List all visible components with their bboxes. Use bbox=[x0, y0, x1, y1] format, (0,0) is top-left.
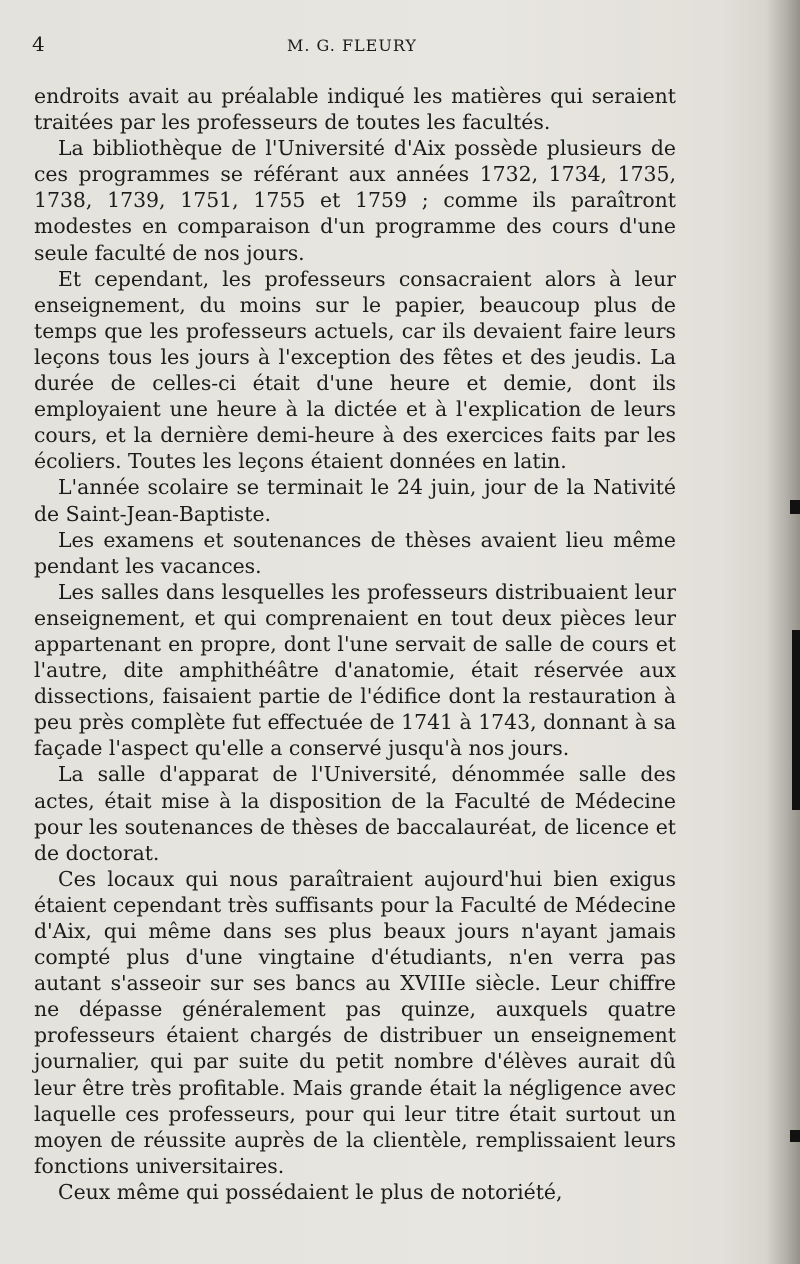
paragraph: Ceux même qui possédaient le plus de notoriété, bbox=[58, 1179, 563, 1204]
edge-mark bbox=[792, 630, 800, 810]
running-head: M. G. FLEURY bbox=[287, 36, 417, 55]
paragraph: Les examens et soutenances de thèses avaient lieu même pendant les vacances. bbox=[34, 527, 676, 578]
edge-mark bbox=[790, 1130, 800, 1142]
paragraph: L'année scolaire se terminait le 24 juin, jour de la Nativité de Saint-Jean-Baptiste. bbox=[34, 475, 676, 526]
edge-mark bbox=[790, 500, 800, 514]
paragraph: endroits avait au préalable indiqué les matières qui seraient traitées par les professeurs de toutes les facultés. bbox=[34, 84, 676, 135]
paragraph: Les salles dans lesquelles les professeurs distribuaient leur enseignement, et qui comprenaient en tout deux pièces leur appartenant en propre, dont l'une servait de salle de cours et l'autre, dite amphithéâtre d'anatomie, était réservée aux dissections, faisaient partie de l'édifice dont la restauration à peu près complète fut effectuée de 1741 à 1743, donnant à sa façade l'aspect qu'elle a conservé jusqu'à nos jours. bbox=[34, 579, 676, 761]
paragraph: Et cependant, les professeurs consacraient alors à leur enseignement, du moins sur le papier, beaucoup plus de temps que les professeurs actuels, car ils devaient faire leurs leçons tous les jours à l'exception des fêtes et des jeudis. La durée de celles-ci était d'une heure et demie, dont ils employaient une heure à la dictée et à l'explication de leurs cours, et la dernière demi-heure à des exercices faits par les écoliers. Toutes les leçons étaient données en latin. bbox=[34, 266, 676, 474]
paragraph: La bibliothèque de l'Université d'Aix possède plusieurs de ces programmes se référant aux années 1732, 1734, 1735, 1738, 1739, 1751, 1755 et 1759 ; comme ils paraîtront modestes en comparaison d'un programme des cours d'une seule faculté de nos jours. bbox=[34, 136, 676, 265]
paragraph: La salle d'apparat de l'Université, dénommée salle des actes, était mise à la disposition de la Faculté de Médecine pour les soutenances de thèses de baccalauréat, de licence et de doctorat. bbox=[34, 762, 676, 865]
page-header bbox=[32, 32, 680, 60]
page-number: 4 bbox=[32, 32, 45, 56]
paragraph: Ces locaux qui nous paraîtraient aujourd'hui bien exigus étaient cependant très suffisants pour la Faculté de Médecine d'Aix, qui même dans ses plus beaux jours n'ayant jamais compté plus d'une vingtaine d'étudiants, n'en verra pas autant s'asseoir sur ses bancs au XVIIIe siècle. Leur chiffre ne dépasse généralement pas quinze, auxquels quatre professeurs étaient chargés de distribuer un enseignement journalier, qui par suite du petit nombre d'élèves aurait dû leur être très profitable. Mais grande était la négligence avec laquelle ces professeurs, pour qui leur titre était surtout un moyen de réussite auprès de la clientèle, remplissaient leurs fonctions universitaires. bbox=[34, 866, 676, 1178]
body-text bbox=[34, 83, 676, 1205]
